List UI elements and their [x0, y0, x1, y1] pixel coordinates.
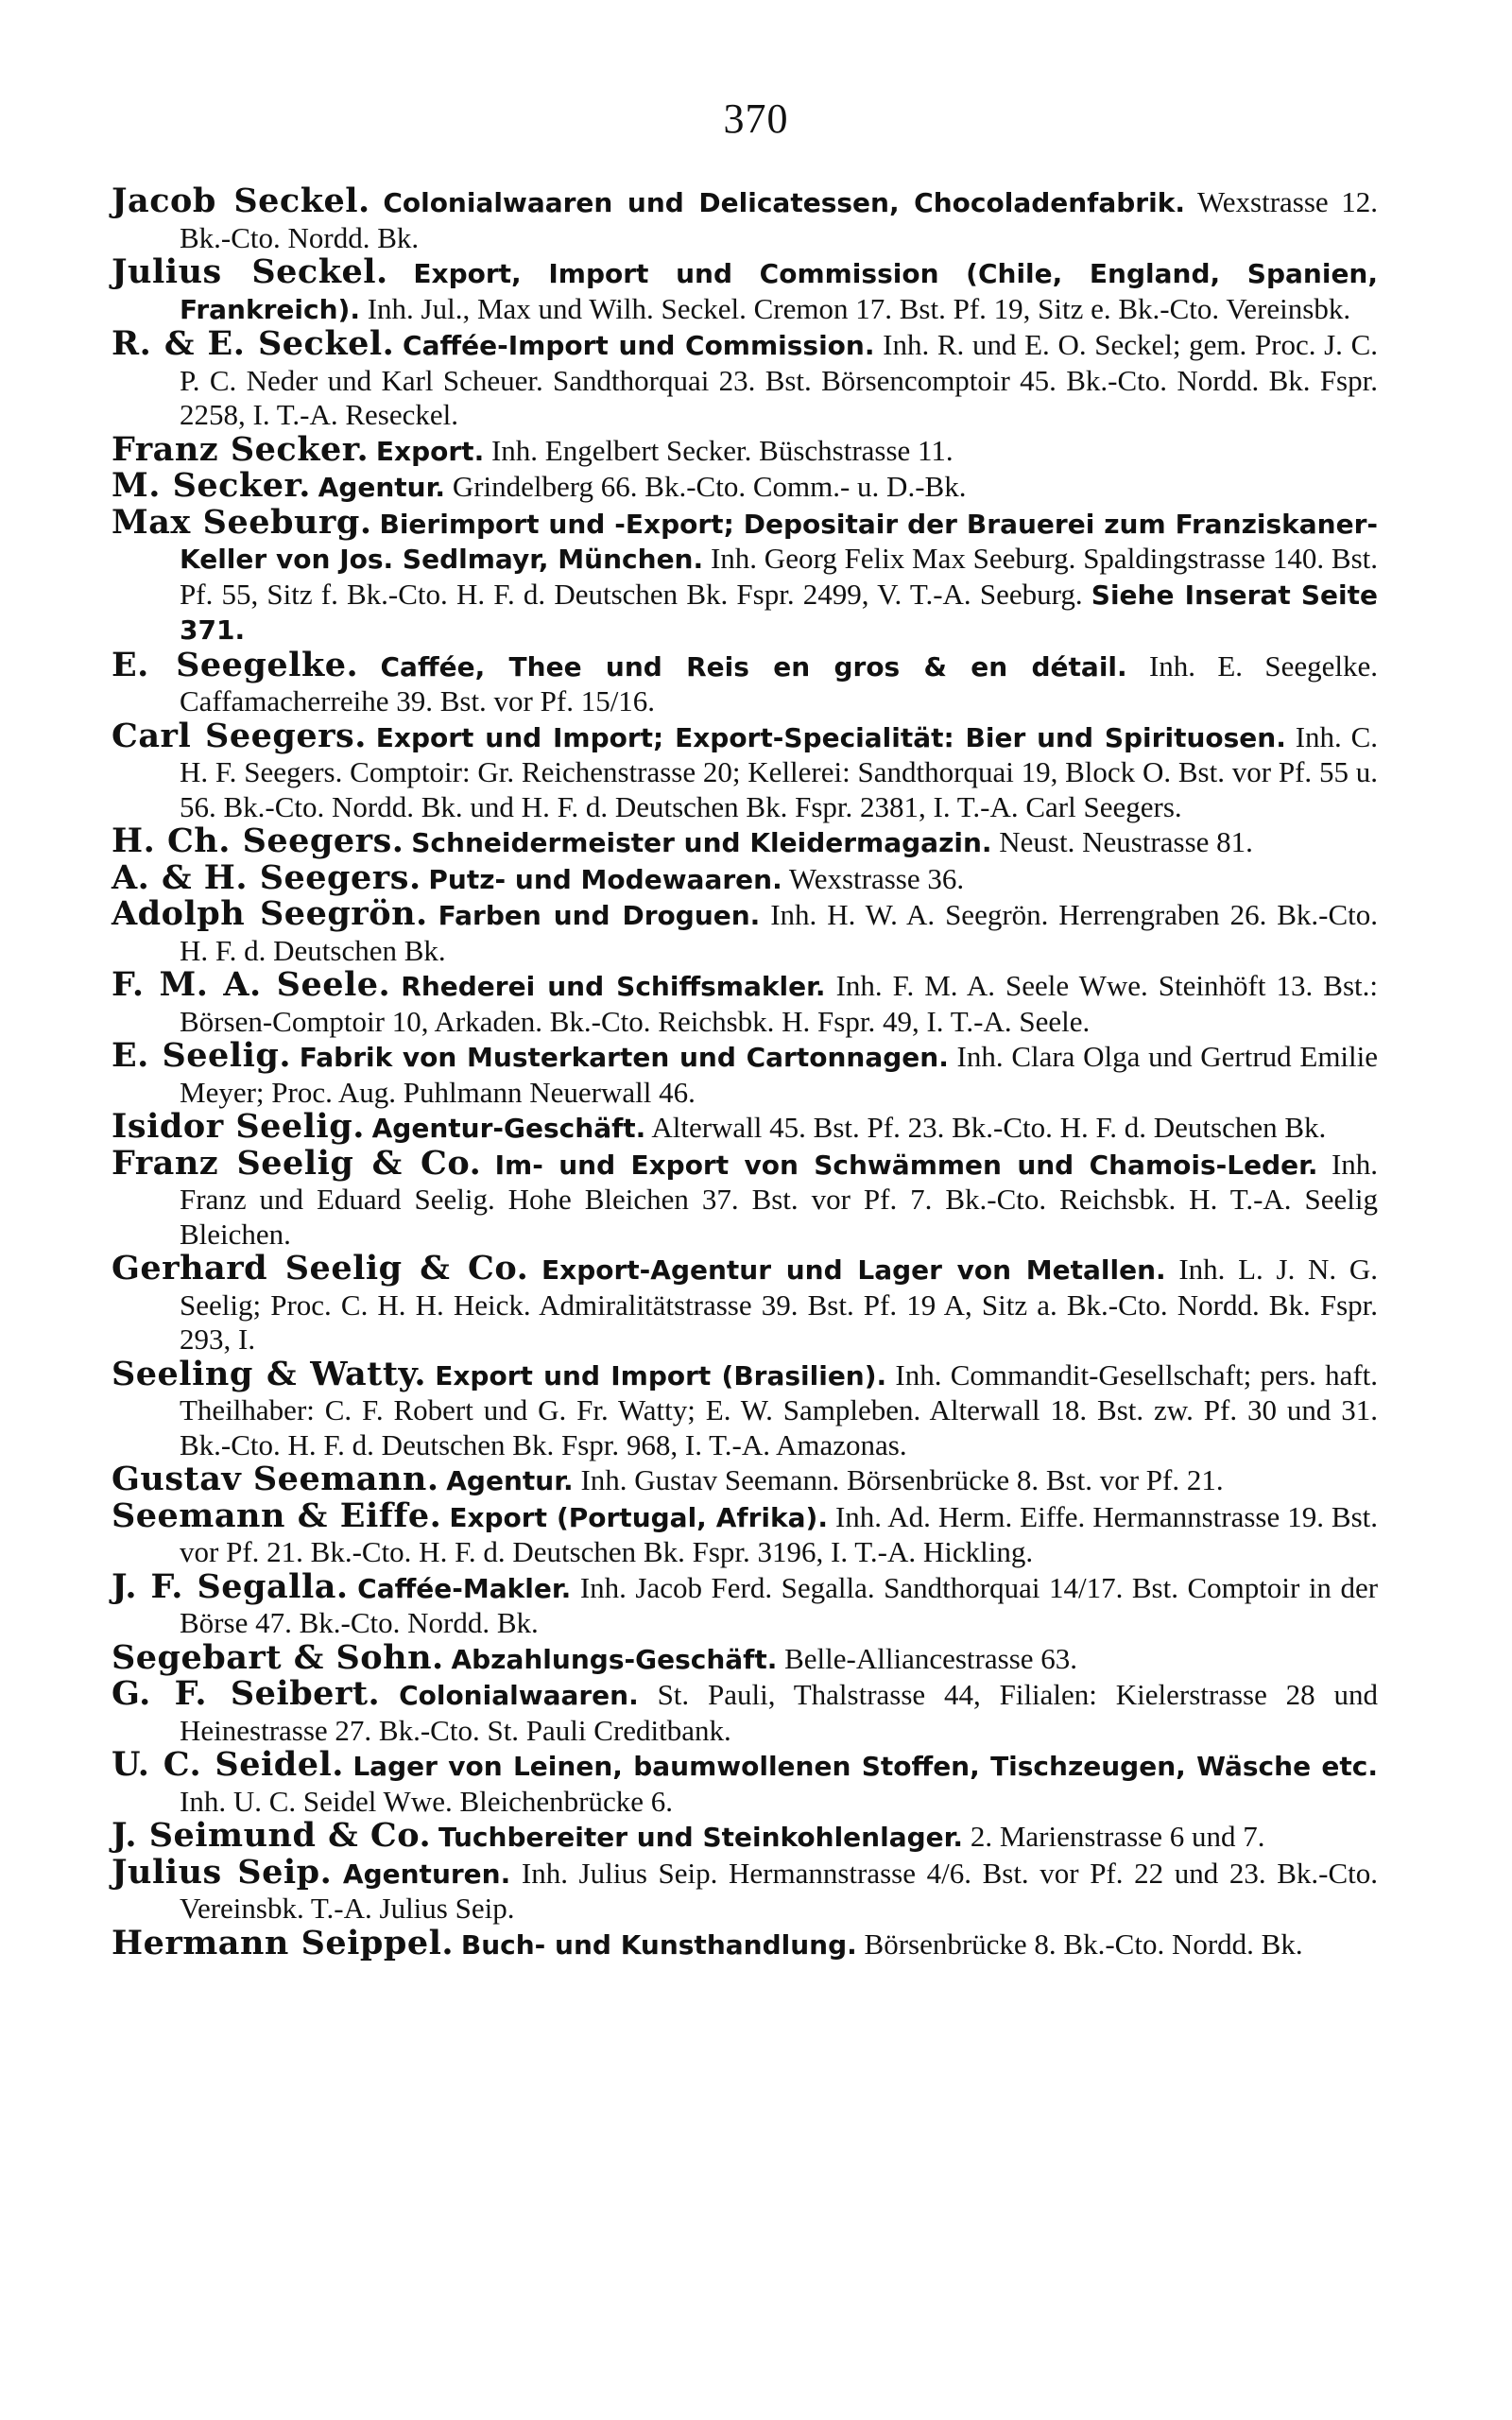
- entry-business: Fabrik von Musterkarten und Cartonnagen.: [299, 1042, 949, 1073]
- entry-details: Inh. Gustav Seemann. Börsenbrücke 8. Bst. vor Pf. 21.: [580, 1463, 1224, 1496]
- entry-details: Inh. Commandit-Gesellschaft; pers. haft. Theilhaber: C. F. Robert und G. Fr. Watty; E. W. Sampleben. Alterwall 18. Bst. zw. Pf. 30 und 31. Bk.-Cto. H. F. d. Deutschen Bk. Fspr. 968, I. T.-A. Amazonas.: [180, 1357, 1379, 1461]
- entry-name: Seeling & Watty.: [112, 1354, 427, 1393]
- entry-details: Inh. Franz und Eduard Seelig. Hohe Bleichen 37. Bst. vor Pf. 7. Bk.-Cto. Reichsbk. H. T.-A. Seelig Bleichen.: [180, 1147, 1379, 1251]
- entry-business: Buch- und Kunsthandlung.: [460, 1928, 857, 1961]
- entry-details: Inh. Jacob Ferd. Segalla. Sandthorquai 14/17. Bst. Comptoir in der Börse 47. Bk.-Cto. Nordd. Bk.: [180, 1570, 1379, 1639]
- entry-name: Carl Seegers.: [112, 716, 367, 755]
- directory-entry: [112, 645, 1379, 719]
- entry-business: Agentur.: [318, 472, 446, 503]
- entry-business: Rhederei und Schiffsmakler.: [401, 971, 826, 1002]
- entry-name: R. & E. Seckel.: [112, 324, 395, 363]
- entry-details: Belle-Alliancestrasse 63.: [784, 1641, 1078, 1675]
- directory-entry: [112, 1143, 1379, 1253]
- entry-details: Inh. Georg Felix Max Seeburg. Spaldingstrasse 140. Bst. Pf. 55, Sitz f. Bk.-Cto. H. F. d. Deutschen Bk. Fspr. 2499, V. T.-A. Seeburg.: [180, 542, 1378, 611]
- page-number: 370: [723, 95, 789, 142]
- directory-entry: [112, 716, 1379, 825]
- directory-entry: [112, 1637, 1378, 1678]
- entry-name: E. Seegelke.: [112, 645, 359, 684]
- entry-business: Colonialwaaren und Delicatessen, Chocoladenfabrik.: [383, 187, 1185, 218]
- entry-details: Inh. C. H. F. Seegers. Comptoir: Gr. Reichenstrasse 20; Kellerei: Sandthorquai 19, Block O. Bst. vor Pf. 55 u. 56. Bk.-Cto. Nordd. Bk. und H. F. d. Deutschen Bk. Fspr. 2381, I. T.-A. Carl Seegers.: [180, 719, 1379, 823]
- directory-entry: [112, 252, 1378, 327]
- entry-name: Julius Seckel.: [112, 252, 388, 291]
- entry-business: Colonialwaaren.: [399, 1680, 639, 1711]
- entry-name: Franz Seelig & Co.: [112, 1143, 482, 1183]
- directory-entry: [112, 1674, 1378, 1748]
- directory-entry: [112, 1462, 1378, 1499]
- directory-entry: [112, 894, 1379, 968]
- entry-name: A. & H. Seegers.: [112, 857, 421, 897]
- entry-details: Alterwall 45. Bst. Pf. 23. Bk.-Cto. H. F. d. Deutschen Bk.: [651, 1111, 1327, 1144]
- entry-name: Isidor Seelig.: [112, 1107, 365, 1146]
- directory-entry: [112, 1852, 1379, 1927]
- entry-business: Abzahlungs-Geschäft.: [451, 1643, 778, 1675]
- entry-name: F. M. A. Seele.: [112, 965, 391, 1004]
- entry-business: Schneidermeister und Kleidermagazin.: [411, 827, 992, 858]
- entry-business: Caffée-Makler.: [357, 1572, 572, 1604]
- directory-entry: [112, 965, 1378, 1039]
- entry-business: Farben und Droguen.: [438, 900, 761, 931]
- entry-name: M. Secker.: [112, 466, 311, 505]
- entry-name: H. Ch. Seegers.: [112, 821, 404, 860]
- entry-name: Julius Seip.: [112, 1852, 333, 1892]
- entry-name: Jacob Seckel.: [112, 182, 370, 220]
- entry-advert-note: Siehe Inserat Seite 371.: [180, 579, 1379, 646]
- directory-entry: [112, 1036, 1379, 1110]
- entry-details: Inh. Clara Olga und Gertrud Emilie Meyer; Proc. Aug. Puhlmann Neuerwall 46.: [180, 1040, 1379, 1109]
- entry-name: G. F. Seibert.: [112, 1674, 381, 1713]
- directory-entry: [112, 1923, 1378, 1963]
- entry-details: Inh. Jul., Max und Wilh. Seckel. Cremon 17. Bst. Pf. 19, Sitz e. Bk.-Cto. Vereinsbk.: [367, 291, 1351, 325]
- entry-details: Börsenbrücke 8. Bk.-Cto. Nordd. Bk.: [864, 1927, 1303, 1961]
- entry-details: 2. Marienstrasse 6 und 7.: [970, 1820, 1265, 1853]
- entry-business: Agentur-Geschäft.: [371, 1113, 646, 1144]
- entry-details: Wexstrasse 12. Bk.-Cto. Nordd. Bk.: [180, 185, 1379, 254]
- directory-entry: [112, 466, 1378, 506]
- entry-name: E. Seelig.: [112, 1036, 292, 1075]
- entry-details: Inh. Ad. Herm. Eiffe. Hermannstrasse 19. Bst. vor Pf. 21. Bk.-Cto. H. F. d. Deutschen Bk. Fspr. 3196, I. T.-A. Hickling.: [180, 1499, 1379, 1568]
- directory-entry: [112, 1354, 1379, 1463]
- entry-name: Hermann Seippel.: [112, 1923, 455, 1962]
- entry-details: Inh. Engelbert Secker. Büschstrasse 11.: [490, 433, 954, 467]
- entry-details: Inh. F. M. A. Seele Wwe. Steinhöft 13. Bst.: Börsen-Comptoir 10, Arkaden. Bk.-Cto. Reichsbk. H. Fspr. 49, I. T.-A. Seele.: [180, 969, 1378, 1038]
- entry-details: Inh. H. W. A. Seegrön. Herrengraben 26. Bk.-Cto. H. F. d. Deutschen Bk.: [180, 898, 1379, 967]
- directory-entry: [112, 1745, 1378, 1819]
- entry-business: Agenturen.: [342, 1858, 511, 1890]
- entry-business: Caffée-Import und Commission.: [403, 330, 875, 361]
- entry-name: J. F. Segalla.: [112, 1566, 349, 1606]
- entry-business: Export und Import; Export-Specialität: Bier und Spirituosen.: [375, 721, 1286, 753]
- entry-details: Inh. L. J. N. G. Seelig; Proc. C. H. H. Heick. Admiralitätstrasse 39. Bst. Pf. 19 A, Sitz a. Bk.-Cto. Nordd. Bk. Fspr. 293, I.: [180, 1253, 1378, 1356]
- entry-name: Gustav Seemann.: [112, 1460, 439, 1498]
- entry-name: Segebart & Sohn.: [112, 1637, 444, 1677]
- entry-details: Inh. E. Seegelke. Caffamacherreihe 39. Bst. vor Pf. 15/16.: [180, 648, 1379, 717]
- directory-entry: [112, 1249, 1378, 1357]
- entry-business: Tuchbereiter und Steinkohlenlager.: [438, 1822, 964, 1853]
- entry-business: Export-Agentur und Lager von Metallen.: [541, 1254, 1166, 1286]
- directory-entry: [112, 324, 1379, 433]
- entry-business: Caffée, Thee und Reis en gros & en détail.: [380, 650, 1127, 683]
- directory-entry: [112, 1566, 1379, 1641]
- entry-business: Agentur.: [446, 1465, 574, 1496]
- entry-details: Wexstrasse 36.: [788, 861, 965, 895]
- entry-name: Gerhard Seelig & Co.: [112, 1249, 529, 1288]
- entry-business: Bierimport und -Export; Depositair der Brauerei zum Franziskaner-Keller von Jos. Sedlmayr, München.: [180, 508, 1379, 575]
- entry-business: Export.: [375, 435, 485, 467]
- entry-details: St. Pauli, Thalstrasse 44, Filialen: Kielerstrasse 28 und Heinestrasse 27. Bk.-Cto. St. Pauli Creditbank.: [180, 1678, 1378, 1747]
- entry-name: Franz Secker.: [112, 429, 369, 469]
- entry-business: Export, Import und Commission (Chile, England, Spanien, Frankreich).: [180, 258, 1378, 325]
- directory-entry: [112, 857, 1378, 898]
- entry-business: Im- und Export von Schwämmen und Chamois-Leder.: [494, 1149, 1318, 1181]
- entry-name: J. Seimund & Co.: [112, 1816, 432, 1855]
- directory-entry: [112, 1107, 1378, 1147]
- entry-details: Inh. R. und E. O. Seckel; gem. Proc. J. C. P. C. Neder und Karl Scheuer. Sandthorquai 23. Bst. Börsencomptoir 45. Bk.-Cto. Nordd. Bk. Fspr. 2258, I. T.-A. Reseckel.: [180, 328, 1379, 431]
- directory-entry: [112, 821, 1378, 861]
- entry-business: Export (Portugal, Afrika).: [449, 1501, 828, 1533]
- entry-business: Putz- und Modewaaren.: [428, 863, 782, 895]
- directory-entry: [112, 429, 1378, 470]
- entry-name: Adolph Seegrön.: [112, 894, 428, 933]
- entry-details: Neust. Neustrasse 81.: [999, 825, 1253, 858]
- entry-details: Inh. U. C. Seidel Wwe. Bleichenbrücke 6.: [180, 1784, 673, 1818]
- directory-entry: [112, 1495, 1379, 1570]
- entry-details: Grindelberg 66. Bk.-Cto. Comm.- u. D.-Bk.: [452, 470, 967, 503]
- directory-entry: [112, 1816, 1378, 1856]
- directory-entry: [112, 502, 1379, 648]
- entry-name: Seemann & Eiffe.: [112, 1495, 442, 1535]
- entry-name: U. C. Seidel.: [112, 1745, 344, 1784]
- entry-business: Lager von Leinen, baumwollenen Stoffen, Tischzeugen, Wäsche etc.: [352, 1751, 1378, 1782]
- entry-name: Max Seeburg.: [112, 502, 372, 542]
- entry-details: Inh. Julius Seip. Hermannstrasse 4/6. Bst. vor Pf. 22 und 23. Bk.-Cto. Vereinsbk. T.-A. Julius Seip.: [180, 1856, 1379, 1925]
- directory-entry: [112, 184, 1378, 255]
- entry-business: Export und Import (Brasilien).: [435, 1359, 887, 1392]
- entry-list: [112, 184, 1378, 1962]
